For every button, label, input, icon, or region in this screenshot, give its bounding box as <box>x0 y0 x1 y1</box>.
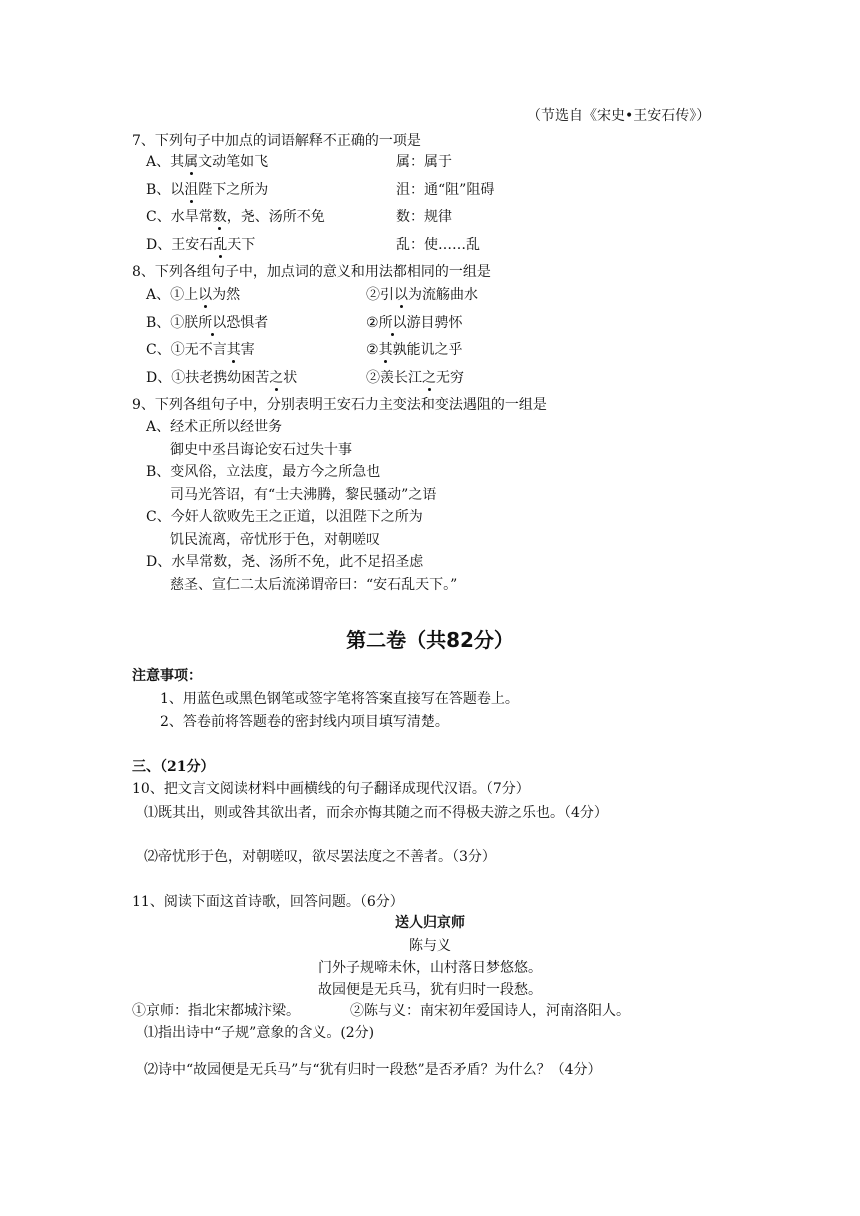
q9-option-c-line1: C、今奸人欲败先王之正道，以沮陛下之所为 <box>146 509 423 525</box>
q8-option-c: C、①无不言其害 <box>146 342 255 358</box>
q7-option-a: A、其属文动笔如飞 <box>146 154 269 170</box>
poem-note-2: ②陈与义：南宋初年爱国诗人，河南洛阳人。 <box>350 1003 630 1019</box>
q11-stem: 11、阅读下面这首诗歌，回答问题。（6分） <box>132 894 404 910</box>
q9-option-b-line1: B、变风俗，立法度，最方今之所急也 <box>146 464 381 480</box>
q7-option-d: D、王安石乱天下 <box>146 237 256 253</box>
q9-stem: 9、下列各组句子中，分别表明王安石力主变法和变法遇阻的一组是 <box>132 397 547 413</box>
q8-option-d: D、①扶老携幼困苦之状 <box>146 370 298 386</box>
q8-option-d-second: ②羡长江之无穷 <box>366 370 464 386</box>
q7-stem: 7、下列句子中加点的词语解释不正确的一项是 <box>132 133 421 149</box>
q7-gloss-d: 乱：使……乱 <box>396 237 480 253</box>
q9-option-c-line2: 饥民流离，帝忧形于色，对朝嗟叹 <box>170 532 380 548</box>
q9-option-d-line1: D、水旱常数，尧、汤所不免，此不足招圣虑 <box>146 554 424 570</box>
note-1: 1、用蓝色或黑色钢笔或签字笔将答案直接写在答题卷上。 <box>160 691 519 707</box>
q7-gloss-b: 沮：通“阻”阻碍 <box>396 182 495 198</box>
q11-sub1: ⑴指出诗中“子规”意象的含义。(2分) <box>144 1025 375 1041</box>
q8-option-b-second: ②所以游目骋怀 <box>366 315 463 331</box>
q10-stem: 10、把文言文阅读材料中画横线的句子翻译成现代汉语。（7分） <box>132 781 530 797</box>
poem-author: 陈与义 <box>409 938 451 954</box>
notes-title: 注意事项： <box>132 668 202 684</box>
q9-option-d-line2: 慈圣、宣仁二太后流涕谓帝曰：“安石乱天下。” <box>170 577 458 593</box>
section3-heading: 三、（21分） <box>132 759 215 775</box>
poem-title: 送人归京师 <box>395 915 465 931</box>
q8-option-b: B、①朕所以恐惧者 <box>146 315 269 331</box>
part2-title: 第二卷（共82分） <box>346 628 514 652</box>
source-citation: （节选自《宋史•王安石传》） <box>527 108 711 124</box>
q8-option-a-second: ②引以为流觞曲水 <box>366 287 478 303</box>
q9-option-a-line1: A、经术正所以经世务 <box>146 419 283 435</box>
note-2: 2、答卷前将答题卷的密封线内项目填写清楚。 <box>160 714 449 730</box>
q10-sub1: ⑴既其出，则或咎其欲出者，而余亦悔其随之而不得极夫游之乐也。（4分） <box>144 805 608 821</box>
q7-option-b: B、以沮陛下之所为 <box>146 182 269 198</box>
q7-gloss-a: 属：属于 <box>396 154 452 170</box>
q8-option-a: A、①上以为然 <box>146 287 241 303</box>
poem-line-2: 故园便是无兵马，犹有归时一段愁。 <box>318 982 542 998</box>
q10-sub2: ⑵帝忧形于色，对朝嗟叹，欲尽罢法度之不善者。（3分） <box>144 849 496 865</box>
poem-note-1: ①京师：指北宋都城汴梁。 <box>132 1003 300 1019</box>
q9-option-a-line2: 御史中丞吕诲论安石过失十事 <box>170 442 352 458</box>
q7-gloss-c: 数：规律 <box>396 209 452 225</box>
q9-option-b-line2: 司马光答诏，有“士夫沸腾，黎民骚动”之语 <box>170 487 437 503</box>
q8-stem: 8、下列各组句子中，加点词的意义和用法都相同的一组是 <box>132 264 491 280</box>
q11-sub2: ⑵诗中“故园便是无兵马”与“犹有归时一段愁”是否矛盾？为什么？（4分） <box>144 1062 602 1078</box>
q8-option-c-second: ②其孰能讥之乎 <box>366 342 463 358</box>
q7-option-c: C、水旱常数，尧、汤所不免 <box>146 209 325 225</box>
poem-line-1: 门外子规啼未休，山村落日梦悠悠。 <box>318 960 542 976</box>
